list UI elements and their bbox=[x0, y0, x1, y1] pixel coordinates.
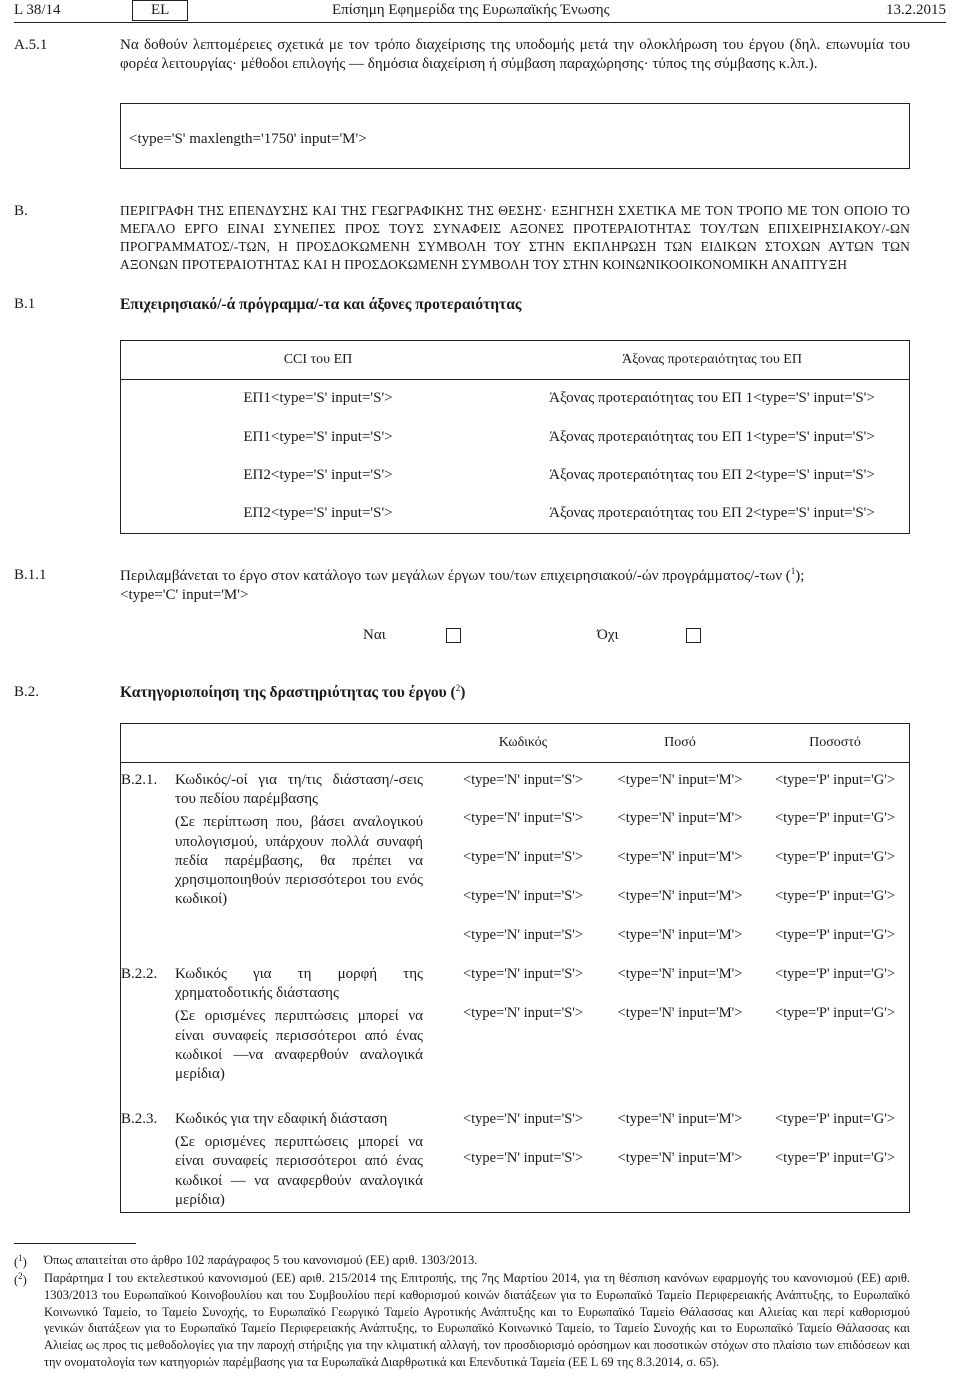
row-label-b222: Κωδικός για τη μορφή της χρηματοδοτικής διάστασης (Σε ορισμένες περιπτώσεις μπορεί να είναι συναφείς περισσότεροι από ένας κωδικοί —να αναφερθούν αναλογικά μερίδια) bbox=[175, 965, 423, 1084]
page-reference: L 38/14 bbox=[14, 2, 61, 18]
code-field[interactable]: <type='N' input='S'> bbox=[462, 772, 584, 788]
op-table bbox=[120, 340, 910, 534]
section-number-b: B. bbox=[14, 203, 28, 219]
amount-field[interactable]: <type='N' input='M'> bbox=[617, 927, 743, 943]
col-header-axis: Άξονας προτεραιότητας του ΕΠ bbox=[622, 352, 802, 367]
footnote-2: Παράρτημα I του εκτελεστικού κανονισμού (ΕΕ) αριθ. 215/2014 της Επιτροπής, της 7ης Μαρτίου 2014, για τη θέσπιση κανόνων εφαρμογής του κανονισμού (ΕΕ) αριθ. 1303/2013 του Ευρωπαϊκού Κοινοβουλίου και του Συμβουλίου περί καθορισμού κοινών διατάξεων για το Ευρωπαϊκό Ταμείο Περιφερειακής Ανάπτυξης, το Ευρωπαϊκό Κοινωνικό Ταμείο, το Ταμείο Συνοχής, το Ευρωπαϊκό Γεωργικό Ταμείο Αγροτικής Ανάπτυξης και το Ευρωπαϊκό Ταμείο Θάλασσας και Αλιείας και περί καθορισμού γενικών διατάξεων για το Ευρωπαϊκό Ταμείο Περιφερειακής Ανάπτυξης, το Ευρωπαϊκό Κοινωνικό Ταμείο, το Ταμείο Συνοχής και το Ευρωπαϊκό Ταμείο Θάλασσας και Αλιείας ως προς τις μεθοδολογίες για την παροχή στήριξης για την κλιματική αλλαγή, τον προσδιορισμό ορόσημων και ποσοτικών στόχων στο πλαίσιο των επιδόσεων και την ονοματολογία των κατηγοριών παρέμβασης για τα Ευρωπαϊκά Διαρθρωτικά και Επενδυτικά Ταμεία (ΕΕ L 69 της 8.3.2014, σ. 65). bbox=[44, 1271, 910, 1369]
row-label-b221: Κωδικός/-οί για τη/τις διάσταση/-σεις του πεδίου παρέμβασης (Σε περίπτωση που, βάσει αναλογικού υπολογισμού, υπάρχουν πολλά συναφή πεδία παρέμβασης, θα πρέπει να χρησιμοποιηθούν περισσότεροι του ενός κωδικοί) bbox=[175, 771, 423, 909]
row-note-b222: (Σε ορισμένες περιπτώσεις μπορεί να είναι συναφείς περισσότεροι από ένας κωδικοί —να αναφερθούν αναλογικά μερίδια) bbox=[175, 1008, 423, 1082]
row-number-b221: B.2.1. bbox=[121, 772, 158, 788]
section-number-b1: B.1 bbox=[14, 296, 36, 312]
percentage-field[interactable]: <type='P' input='G'> bbox=[774, 1005, 896, 1021]
cci-field[interactable]: ΕΠ2<type='S' input='S'> bbox=[243, 467, 393, 483]
footnote-separator bbox=[14, 1243, 136, 1244]
publication-date: 13.2.2015 bbox=[886, 2, 946, 18]
percentage-field[interactable]: <type='P' input='G'> bbox=[774, 927, 896, 943]
yes-label: Ναι bbox=[363, 627, 386, 643]
classification-table bbox=[120, 723, 910, 1213]
section-text-a51: Να δοθούν λεπτομέρειες σχετικά με τον τρόπο διαχείρισης της υποδομής μετά την ολοκλήρωση του έργου (δηλ. επωνυμία του φορέα λειτουργίας· μέθοδοι επιλογής — δημόσια διαχείριση ή σύμβαση παραχώρησης· τύπος της σύμβασης κ.λπ.). bbox=[120, 37, 910, 73]
row-note-b223: (Σε ορισμένες περιπτώσεις μπορεί να είναι συναφείς περισσότεροι από ένας κωδικοί — να αναφερθούν αναλογικά μερίδια) bbox=[175, 1134, 423, 1208]
language-code: EL bbox=[132, 0, 188, 21]
no-checkbox[interactable] bbox=[686, 628, 701, 643]
col-header-cci: CCI του ΕΠ bbox=[283, 352, 353, 367]
code-field[interactable]: <type='N' input='S'> bbox=[462, 1150, 584, 1166]
cci-field[interactable]: ΕΠ2<type='S' input='S'> bbox=[243, 505, 393, 521]
page-header bbox=[14, 0, 946, 23]
row-label-b223: Κωδικός για την εδαφική διάσταση (Σε ορισμένες περιπτώσεις μπορεί να είναι συναφείς περισσότεροι από ένας κωδικοί — να αναφερθούν αναλογικά μερίδια) bbox=[175, 1110, 423, 1210]
code-field[interactable]: <type='N' input='S'> bbox=[462, 927, 584, 943]
footnote-ref: 1 bbox=[790, 566, 796, 576]
section-number-b2: B.2. bbox=[14, 684, 40, 700]
section-title-b1: Επιχειρησιακό/-ά πρόγραμμα/-τα και άξονες προτεραιότητας bbox=[120, 296, 522, 313]
footnote-ref: 2 bbox=[455, 683, 461, 693]
section-heading-b: ΠΕΡΙΓΡΑΦΗ ΤΗΣ ΕΠΕΝΔΥΣΗΣ ΚΑΙ ΤΗΣ ΓΕΩΓΡΑΦΙΚΗΣ ΤΗΣ ΘΕΣΗΣ· ΕΞΗΓΗΣΗ ΣΧΕΤΙΚΑ ΜΕ ΤΟΝ ΤΡΟΠΟ ΜΕ ΤΟΝ ΟΠΟΙΟ ΤΟ ΜΕΓΑΛΟ ΕΡΓΟ ΕΙΝΑΙ ΣΥΝΕΠΕΣ ΠΡΟΣ ΤΟΥΣ ΣΥΝΑΦΕΙΣ ΑΞΟΝΕΣ ΠΡΟΤΕΡΑΙΟΤΗΤΑΣ ΤΟΥ/ΤΩΝ ΕΠΙΧΕΙΡΗΣΙΑΚΟΥ/-ΩΝ ΠΡΟΓΡΑΜΜΑΤΟΣ/-ΤΩΝ, Η ΠΡΟΣΔΟΚΩΜΕΝΗ ΣΥΜΒΟΛΗ ΤΟΥ ΣΤΗΝ ΕΚΠΛΗΡΩΣΗ ΤΩΝ ΕΙΔΙΚΩΝ ΣΤΟΧΩΝ ΑΥΤΩΝ ΤΩΝ ΑΞΟΝΩΝ ΠΡΟΤΕΡΑΙΟΤΗΤΑΣ ΚΑΙ Η ΠΡΟΣΔΟΚΩΜΕΝΗ ΣΥΜΒΟΛΗ ΤΟΥ ΣΤΗΝ ΚΟΙΝΩΝΙΚΟΟΙΚΟΝΟΜΙΚΗ ΑΝΑΠΤΥΞΗ bbox=[120, 203, 910, 272]
section-text-b11: Περιλαμβάνεται το έργο στον κατάλογο των μεγάλων έργων του/των επιχειρησιακού/-ών προγράμματος/-των ($^1$); <type='C' input='M'> bbox=[120, 566, 805, 604]
cci-field[interactable]: ΕΠ1<type='S' input='S'> bbox=[243, 390, 393, 406]
axis-field[interactable]: Άξονας προτεραιότητας του ΕΠ 2<type='S' input='S'> bbox=[549, 505, 875, 521]
percentage-field[interactable]: <type='P' input='G'> bbox=[774, 849, 896, 865]
footnote-1: Όπως απαιτείται στο άρθρο 102 παράγραφος 5 του κανονισμού (ΕΕ) αριθ. 1303/2013. bbox=[44, 1253, 478, 1267]
amount-field[interactable]: <type='N' input='M'> bbox=[617, 1111, 743, 1127]
cci-field[interactable]: ΕΠ1<type='S' input='S'> bbox=[243, 429, 393, 445]
col-header-percentage: Ποσοστό bbox=[809, 735, 861, 750]
code-field[interactable]: <type='N' input='S'> bbox=[462, 966, 584, 982]
amount-field[interactable]: <type='N' input='M'> bbox=[617, 1005, 743, 1021]
footnote-marker: ($^2$) bbox=[14, 1271, 27, 1288]
amount-field[interactable]: <type='N' input='M'> bbox=[617, 1150, 743, 1166]
table-divider bbox=[121, 379, 909, 380]
section-title-b2: Κατηγοριοποίηση της δραστηριότητας του έργου ($^2$) bbox=[120, 683, 466, 702]
code-field[interactable]: <type='N' input='S'> bbox=[462, 1111, 584, 1127]
row-number-b223: B.2.3. bbox=[121, 1111, 158, 1127]
amount-field[interactable]: <type='N' input='M'> bbox=[617, 966, 743, 982]
percentage-field[interactable]: <type='P' input='G'> bbox=[774, 810, 896, 826]
question-text: Περιλαμβάνεται το έργο στον κατάλογο των μεγάλων έργων του/των επιχειρησιακού/-ών προγράμματος/-των ( bbox=[120, 568, 791, 584]
amount-field[interactable]: <type='N' input='M'> bbox=[617, 772, 743, 788]
amount-field[interactable]: <type='N' input='M'> bbox=[617, 810, 743, 826]
axis-field[interactable]: Άξονας προτεραιότητας του ΕΠ 1<type='S' input='S'> bbox=[549, 429, 875, 445]
percentage-field[interactable]: <type='P' input='G'> bbox=[774, 772, 896, 788]
input-spec: <type='S' maxlength='1750' input='M'> bbox=[129, 131, 367, 147]
text-input-a51[interactable] bbox=[120, 103, 910, 169]
code-field[interactable]: <type='N' input='S'> bbox=[462, 849, 584, 865]
footnote-marker: ($^1$) bbox=[14, 1253, 27, 1270]
section-number-b11: B.1.1 bbox=[14, 567, 47, 583]
code-field[interactable]: <type='N' input='S'> bbox=[462, 810, 584, 826]
code-field[interactable]: <type='N' input='S'> bbox=[462, 1005, 584, 1021]
axis-field[interactable]: Άξονας προτεραιότητας του ΕΠ 2<type='S' input='S'> bbox=[549, 467, 875, 483]
row-number-b222: B.2.2. bbox=[121, 966, 158, 982]
journal-title: Επίσημη Εφημερίδα της Ευρωπαϊκής Ένωσης bbox=[332, 2, 610, 18]
amount-field[interactable]: <type='N' input='M'> bbox=[617, 849, 743, 865]
row-note-b221: (Σε περίπτωση που, βάσει αναλογικού υπολογισμού, υπάρχουν πολλά συναφή πεδία παρέμβασης, θα πρέπει να χρησιμοποιηθούν περισσότεροι του ενός κωδικοί) bbox=[175, 814, 423, 908]
table-divider bbox=[121, 762, 909, 763]
col-header-amount: Ποσό bbox=[664, 735, 696, 750]
yes-checkbox[interactable] bbox=[446, 628, 461, 643]
percentage-field[interactable]: <type='P' input='G'> bbox=[774, 1150, 896, 1166]
amount-field[interactable]: <type='N' input='M'> bbox=[617, 888, 743, 904]
section-number-a51: A.5.1 bbox=[14, 37, 48, 53]
no-label: Όχι bbox=[597, 627, 619, 643]
col-header-code: Κωδικός bbox=[498, 735, 548, 750]
code-field[interactable]: <type='N' input='S'> bbox=[462, 888, 584, 904]
input-spec: <type='C' input='M'> bbox=[120, 587, 249, 604]
percentage-field[interactable]: <type='P' input='G'> bbox=[774, 1111, 896, 1127]
percentage-field[interactable]: <type='P' input='G'> bbox=[774, 966, 896, 982]
axis-field[interactable]: Άξονας προτεραιότητας του ΕΠ 1<type='S' input='S'> bbox=[549, 390, 875, 406]
percentage-field[interactable]: <type='P' input='G'> bbox=[774, 888, 896, 904]
